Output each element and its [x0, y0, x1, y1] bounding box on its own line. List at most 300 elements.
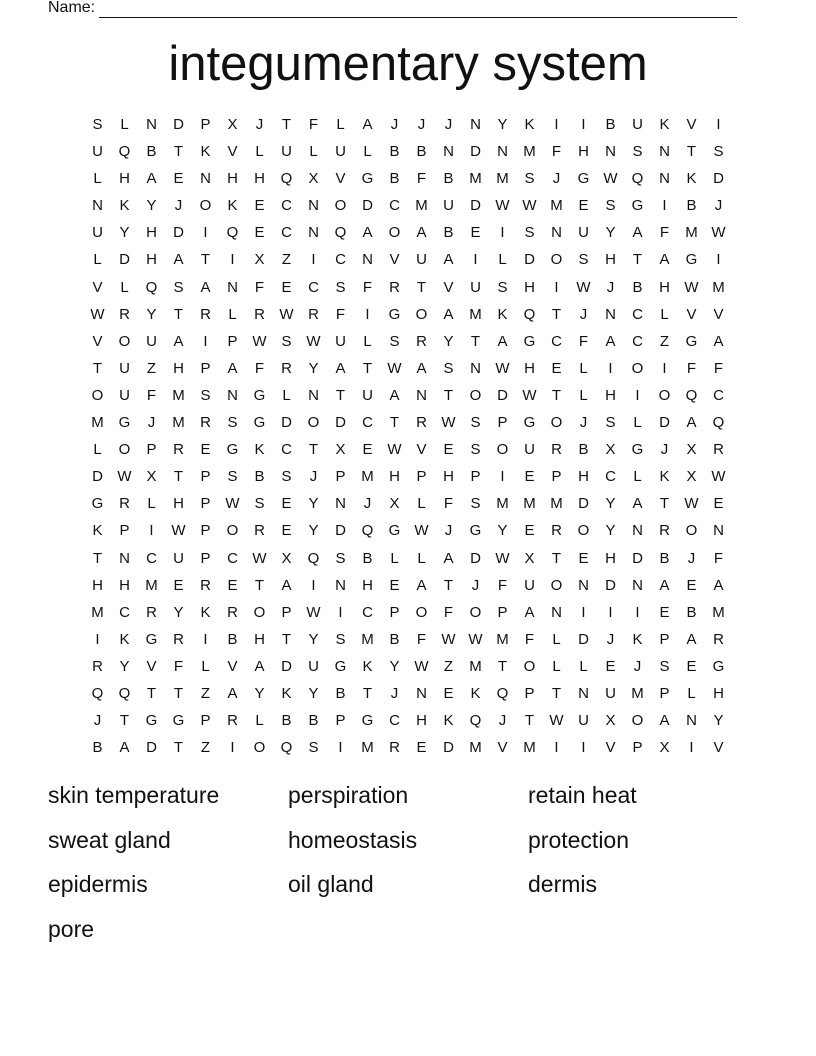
grid-letter[interactable]: I [365, 305, 370, 323]
grid-letter[interactable]: H [443, 468, 454, 486]
grid-letter[interactable]: E [578, 549, 589, 567]
grid-letter[interactable]: W [306, 603, 321, 621]
grid-letter[interactable]: E [443, 441, 454, 459]
grid-letter[interactable]: I [230, 739, 235, 757]
grid-letter[interactable]: T [173, 305, 184, 323]
grid-letter[interactable]: L [498, 251, 507, 269]
grid-letter[interactable]: Y [308, 495, 319, 513]
grid-letter[interactable]: K [659, 468, 670, 486]
grid-letter[interactable]: X [605, 441, 616, 459]
grid-letter[interactable]: S [659, 657, 670, 675]
grid-letter[interactable]: O [685, 522, 698, 540]
grid-letter[interactable]: T [281, 116, 292, 133]
grid-letter[interactable]: C [281, 224, 292, 242]
grid-letter[interactable]: U [335, 332, 346, 350]
grid-letter[interactable]: W [252, 332, 267, 350]
grid-letter[interactable]: P [659, 684, 670, 702]
grid-letter[interactable]: W [684, 278, 699, 296]
grid-letter[interactable]: E [443, 684, 454, 702]
grid-letter[interactable]: B [632, 278, 643, 296]
grid-letter[interactable]: L [201, 657, 210, 675]
grid-letter[interactable]: S [470, 441, 481, 459]
grid-letter[interactable]: N [605, 143, 616, 161]
grid-letter[interactable]: H [254, 630, 265, 648]
grid-letter[interactable]: N [308, 197, 319, 215]
grid-letter[interactable]: B [308, 712, 319, 730]
grid-letter[interactable]: T [362, 359, 373, 377]
grid-letter[interactable]: S [281, 332, 292, 350]
grid-letter[interactable]: P [497, 603, 508, 621]
grid-letter[interactable]: E [470, 224, 481, 242]
grid-letter[interactable]: S [308, 739, 319, 757]
grid-letter[interactable]: A [659, 712, 670, 730]
grid-letter[interactable]: R [173, 630, 184, 648]
grid-letter[interactable]: W [495, 197, 510, 215]
grid-letter[interactable]: R [281, 359, 292, 377]
grid-letter[interactable]: J [417, 116, 426, 133]
grid-letter[interactable]: Q [118, 143, 131, 161]
grid-letter[interactable]: J [147, 414, 156, 432]
grid-letter[interactable]: B [578, 441, 589, 459]
grid-letter[interactable]: A [713, 332, 724, 350]
grid-letter[interactable]: A [173, 332, 184, 350]
grid-letter[interactable]: T [173, 684, 184, 702]
grid-letter[interactable]: S [713, 143, 724, 161]
grid-letter[interactable]: U [605, 684, 616, 702]
grid-letter[interactable]: R [308, 305, 319, 323]
grid-letter[interactable]: M [469, 170, 482, 188]
grid-letter[interactable]: G [91, 495, 104, 513]
grid-letter[interactable]: E [524, 468, 535, 486]
grid-letter[interactable]: B [389, 170, 400, 188]
grid-letter[interactable]: T [686, 143, 697, 161]
grid-letter[interactable]: N [227, 278, 238, 296]
grid-letter[interactable]: N [605, 305, 616, 323]
grid-letter[interactable]: E [200, 441, 211, 459]
grid-letter[interactable]: D [578, 630, 589, 648]
grid-letter[interactable]: D [173, 224, 184, 242]
grid-letter[interactable]: S [281, 468, 292, 486]
grid-letter[interactable]: T [443, 576, 454, 594]
grid-letter[interactable]: D [632, 549, 643, 567]
grid-letter[interactable]: O [253, 603, 266, 621]
grid-letter[interactable]: D [173, 116, 184, 133]
grid-letter[interactable]: R [713, 441, 724, 459]
grid-letter[interactable]: U [146, 332, 157, 350]
grid-letter[interactable]: L [633, 468, 642, 486]
grid-letter[interactable]: W [306, 332, 321, 350]
grid-letter[interactable]: P [335, 468, 346, 486]
grid-letter[interactable]: W [441, 630, 456, 648]
grid-letter[interactable]: T [281, 630, 292, 648]
grid-letter[interactable]: D [470, 549, 481, 567]
grid-letter[interactable]: T [659, 495, 670, 513]
grid-letter[interactable]: I [581, 603, 586, 621]
grid-letter[interactable]: O [469, 386, 482, 404]
grid-letter[interactable]: R [389, 739, 400, 757]
grid-letter[interactable]: E [254, 197, 265, 215]
grid-letter[interactable]: N [92, 197, 103, 215]
grid-letter[interactable]: S [227, 414, 238, 432]
grid-letter[interactable]: S [227, 468, 238, 486]
grid-letter[interactable]: C [605, 468, 616, 486]
grid-letter[interactable]: J [552, 170, 561, 188]
grid-letter[interactable]: E [227, 576, 238, 594]
grid-letter[interactable]: Y [605, 522, 616, 540]
grid-letter[interactable]: E [713, 495, 724, 513]
grid-letter[interactable]: H [416, 712, 427, 730]
grid-letter[interactable]: A [146, 170, 157, 188]
grid-letter[interactable]: K [254, 441, 265, 459]
grid-letter[interactable]: I [149, 522, 154, 540]
grid-letter[interactable]: E [281, 522, 292, 540]
grid-letter[interactable]: Q [307, 549, 320, 567]
grid-letter[interactable]: M [631, 684, 644, 702]
grid-letter[interactable]: I [311, 251, 316, 269]
grid-letter[interactable]: N [686, 712, 697, 730]
grid-letter[interactable]: R [200, 414, 211, 432]
grid-letter[interactable]: D [281, 414, 292, 432]
grid-letter[interactable]: R [92, 657, 103, 675]
grid-letter[interactable]: X [227, 116, 238, 133]
grid-letter[interactable]: S [497, 278, 508, 296]
grid-letter[interactable]: S [92, 116, 103, 133]
grid-letter[interactable]: E [605, 657, 616, 675]
grid-letter[interactable]: Q [280, 170, 293, 188]
grid-letter[interactable]: K [200, 603, 211, 621]
grid-letter[interactable]: D [497, 386, 508, 404]
grid-letter[interactable]: W [468, 630, 483, 648]
grid-letter[interactable]: V [713, 305, 724, 323]
grid-letter[interactable]: I [203, 630, 208, 648]
grid-letter[interactable]: M [550, 197, 563, 215]
grid-letter[interactable]: O [307, 414, 320, 432]
grid-letter[interactable]: P [200, 359, 211, 377]
grid-letter[interactable]: O [631, 359, 644, 377]
grid-letter[interactable]: W [711, 224, 726, 242]
grid-letter[interactable]: G [469, 522, 482, 540]
grid-letter[interactable]: S [443, 359, 454, 377]
grid-letter[interactable]: I [311, 576, 316, 594]
grid-letter[interactable]: N [497, 143, 508, 161]
grid-letter[interactable]: I [500, 468, 505, 486]
grid-letter[interactable]: T [497, 657, 508, 675]
grid-letter[interactable]: L [579, 386, 588, 404]
grid-letter[interactable]: I [689, 739, 694, 757]
grid-letter[interactable]: N [443, 143, 454, 161]
grid-letter[interactable]: T [173, 143, 184, 161]
grid-letter[interactable]: D [470, 197, 481, 215]
grid-letter[interactable]: O [415, 305, 428, 323]
grid-letter[interactable]: U [173, 549, 184, 567]
grid-letter[interactable]: J [579, 305, 588, 323]
grid-letter[interactable]: W [603, 170, 618, 188]
grid-letter[interactable]: G [226, 441, 239, 459]
grid-letter[interactable]: J [444, 522, 453, 540]
grid-letter[interactable]: H [713, 684, 724, 702]
grid-letter[interactable]: I [203, 224, 208, 242]
grid-letter[interactable]: P [389, 603, 400, 621]
grid-letter[interactable]: W [576, 278, 591, 296]
grid-letter[interactable]: T [551, 549, 562, 567]
grid-letter[interactable]: M [91, 603, 104, 621]
grid-letter[interactable]: F [416, 630, 427, 648]
grid-letter[interactable]: H [605, 251, 616, 269]
grid-letter[interactable]: H [254, 170, 265, 188]
grid-letter[interactable]: A [605, 332, 616, 350]
grid-letter[interactable]: A [416, 359, 427, 377]
grid-letter[interactable]: D [335, 522, 346, 540]
grid-letter[interactable]: X [605, 712, 616, 730]
grid-letter[interactable]: R [659, 522, 670, 540]
grid-letter[interactable]: D [362, 197, 373, 215]
grid-letter[interactable]: O [334, 197, 347, 215]
grid-letter[interactable]: V [389, 251, 400, 269]
grid-letter[interactable]: F [254, 359, 265, 377]
grid-letter[interactable]: Y [308, 684, 319, 702]
grid-letter[interactable]: Y [443, 332, 454, 350]
grid-letter[interactable]: R [119, 305, 130, 323]
grid-letter[interactable]: J [390, 684, 399, 702]
grid-letter[interactable]: P [497, 414, 508, 432]
grid-letter[interactable]: Q [523, 305, 536, 323]
grid-letter[interactable]: N [632, 576, 643, 594]
grid-letter[interactable]: P [281, 603, 292, 621]
grid-letter[interactable]: O [577, 522, 590, 540]
grid-letter[interactable]: P [470, 468, 481, 486]
grid-letter[interactable]: A [362, 116, 373, 133]
grid-letter[interactable]: V [686, 116, 697, 133]
grid-letter[interactable]: B [281, 712, 292, 730]
grid-letter[interactable]: T [119, 712, 130, 730]
grid-letter[interactable]: K [119, 197, 130, 215]
grid-letter[interactable]: M [469, 305, 482, 323]
grid-letter[interactable]: I [95, 630, 100, 648]
grid-letter[interactable]: I [554, 278, 559, 296]
grid-letter[interactable]: A [713, 576, 724, 594]
grid-letter[interactable]: B [659, 549, 670, 567]
grid-letter[interactable]: C [281, 197, 292, 215]
grid-letter[interactable]: H [119, 170, 130, 188]
grid-letter[interactable]: L [633, 414, 642, 432]
grid-letter[interactable]: W [252, 549, 267, 567]
grid-letter[interactable]: P [200, 549, 211, 567]
grid-letter[interactable]: G [145, 630, 158, 648]
grid-letter[interactable]: T [92, 359, 103, 377]
grid-letter[interactable]: B [605, 116, 616, 133]
grid-letter[interactable]: W [90, 305, 105, 323]
grid-letter[interactable]: S [605, 414, 616, 432]
grid-letter[interactable]: F [362, 278, 373, 296]
grid-letter[interactable]: P [200, 522, 211, 540]
grid-letter[interactable]: O [631, 712, 644, 730]
grid-letter[interactable]: O [415, 603, 428, 621]
grid-letter[interactable]: D [578, 495, 589, 513]
grid-letter[interactable]: B [389, 630, 400, 648]
grid-letter[interactable]: W [549, 712, 564, 730]
grid-letter[interactable]: R [146, 603, 157, 621]
grid-letter[interactable]: K [686, 170, 697, 188]
grid-letter[interactable]: A [254, 657, 265, 675]
grid-letter[interactable]: W [387, 359, 402, 377]
grid-letter[interactable]: L [417, 549, 426, 567]
grid-letter[interactable]: L [390, 549, 399, 567]
grid-letter[interactable]: G [631, 197, 644, 215]
grid-letter[interactable]: I [554, 739, 559, 757]
grid-letter[interactable]: I [473, 251, 478, 269]
grid-letter[interactable]: S [524, 224, 535, 242]
grid-letter[interactable]: N [416, 684, 427, 702]
grid-letter[interactable]: S [389, 332, 400, 350]
grid-letter[interactable]: T [443, 386, 454, 404]
grid-letter[interactable]: N [659, 143, 670, 161]
grid-letter[interactable]: C [227, 549, 238, 567]
grid-letter[interactable]: R [173, 441, 184, 459]
grid-letter[interactable]: A [443, 251, 454, 269]
grid-letter[interactable]: N [713, 522, 724, 540]
grid-letter[interactable]: S [524, 170, 535, 188]
grid-letter[interactable]: Z [200, 739, 211, 757]
grid-letter[interactable]: Y [173, 603, 184, 621]
grid-letter[interactable]: L [363, 332, 372, 350]
grid-letter[interactable]: I [554, 116, 559, 133]
grid-letter[interactable]: G [388, 522, 401, 540]
grid-letter[interactable]: A [416, 576, 427, 594]
grid-letter[interactable]: P [200, 468, 211, 486]
grid-letter[interactable]: M [496, 495, 509, 513]
grid-letter[interactable]: T [362, 684, 373, 702]
grid-letter[interactable]: I [608, 359, 613, 377]
grid-letter[interactable]: P [335, 712, 346, 730]
grid-letter[interactable]: W [441, 414, 456, 432]
grid-letter[interactable]: Q [145, 278, 158, 296]
grid-letter[interactable]: K [497, 305, 508, 323]
grid-letter[interactable]: Q [226, 224, 239, 242]
grid-letter[interactable]: L [552, 630, 561, 648]
grid-letter[interactable]: D [119, 251, 130, 269]
grid-letter[interactable]: U [92, 224, 103, 242]
grid-letter[interactable]: J [309, 468, 318, 486]
grid-letter[interactable]: N [119, 549, 130, 567]
grid-letter[interactable]: Y [605, 495, 616, 513]
grid-letter[interactable]: G [712, 657, 725, 675]
grid-letter[interactable]: I [581, 739, 586, 757]
grid-letter[interactable]: L [552, 657, 561, 675]
grid-letter[interactable]: S [335, 278, 346, 296]
grid-letter[interactable]: H [605, 549, 616, 567]
grid-letter[interactable]: P [551, 468, 562, 486]
grid-letter[interactable]: L [93, 441, 102, 459]
grid-letter[interactable]: O [253, 739, 266, 757]
grid-letter[interactable]: Y [713, 712, 724, 730]
grid-letter[interactable]: G [253, 386, 266, 404]
grid-letter[interactable]: J [471, 576, 480, 594]
grid-letter[interactable]: X [686, 468, 697, 486]
grid-letter[interactable]: S [173, 278, 184, 296]
grid-letter[interactable]: F [443, 495, 454, 513]
grid-letter[interactable]: L [660, 305, 669, 323]
grid-letter[interactable]: F [308, 116, 319, 133]
grid-letter[interactable]: S [470, 414, 481, 432]
grid-letter[interactable]: H [146, 224, 157, 242]
grid-letter[interactable]: X [254, 251, 265, 269]
grid-letter[interactable]: K [281, 684, 292, 702]
grid-letter[interactable]: K [227, 197, 238, 215]
grid-letter[interactable]: W [522, 386, 537, 404]
grid-letter[interactable]: W [225, 495, 240, 513]
grid-letter[interactable]: A [335, 359, 346, 377]
grid-letter[interactable]: H [389, 468, 400, 486]
grid-letter[interactable]: F [524, 630, 535, 648]
grid-letter[interactable]: L [120, 278, 129, 296]
grid-letter[interactable]: K [659, 116, 670, 133]
grid-letter[interactable]: K [92, 522, 103, 540]
grid-letter[interactable]: H [227, 170, 238, 188]
grid-letter[interactable]: T [389, 414, 400, 432]
grid-letter[interactable]: G [361, 170, 374, 188]
grid-letter[interactable]: X [335, 441, 346, 459]
grid-letter[interactable]: F [173, 657, 184, 675]
grid-letter[interactable]: Y [254, 684, 265, 702]
grid-letter[interactable]: G [577, 170, 590, 188]
grid-letter[interactable]: N [470, 116, 481, 133]
grid-letter[interactable]: J [363, 495, 372, 513]
grid-letter[interactable]: I [716, 116, 721, 133]
grid-letter[interactable]: O [199, 197, 212, 215]
grid-letter[interactable]: J [93, 712, 102, 730]
grid-letter[interactable]: A [119, 739, 130, 757]
grid-letter[interactable]: F [497, 576, 508, 594]
grid-letter[interactable]: T [308, 441, 319, 459]
grid-letter[interactable]: N [578, 576, 589, 594]
grid-letter[interactable]: L [309, 143, 318, 161]
grid-letter[interactable]: P [659, 630, 670, 648]
grid-letter[interactable]: V [497, 739, 508, 757]
grid-letter[interactable]: V [443, 278, 454, 296]
grid-letter[interactable]: R [119, 495, 130, 513]
grid-letter[interactable]: E [254, 224, 265, 242]
grid-letter[interactable]: P [200, 495, 211, 513]
grid-letter[interactable]: E [173, 170, 184, 188]
grid-letter[interactable]: G [172, 712, 185, 730]
grid-letter[interactable]: M [712, 278, 725, 296]
grid-letter[interactable]: M [496, 170, 509, 188]
grid-letter[interactable]: P [524, 684, 535, 702]
grid-letter[interactable]: M [172, 414, 185, 432]
grid-letter[interactable]: X [281, 549, 292, 567]
grid-letter[interactable]: O [91, 386, 104, 404]
grid-letter[interactable]: K [524, 116, 535, 133]
grid-letter[interactable]: V [335, 170, 346, 188]
grid-letter[interactable]: C [146, 549, 157, 567]
grid-letter[interactable]: T [146, 684, 157, 702]
grid-letter[interactable]: N [470, 359, 481, 377]
grid-letter[interactable]: O [469, 603, 482, 621]
grid-letter[interactable]: B [443, 224, 454, 242]
grid-letter[interactable]: R [227, 603, 238, 621]
grid-letter[interactable]: T [551, 386, 562, 404]
grid-letter[interactable]: L [336, 116, 345, 133]
grid-letter[interactable]: A [227, 684, 238, 702]
grid-letter[interactable]: I [203, 332, 208, 350]
grid-letter[interactable]: B [227, 630, 238, 648]
grid-letter[interactable]: G [685, 251, 698, 269]
grid-letter[interactable]: E [416, 739, 427, 757]
grid-letter[interactable]: G [361, 712, 374, 730]
grid-letter[interactable]: Q [91, 684, 104, 702]
grid-letter[interactable]: Y [497, 116, 508, 133]
grid-letter[interactable]: V [92, 278, 103, 296]
